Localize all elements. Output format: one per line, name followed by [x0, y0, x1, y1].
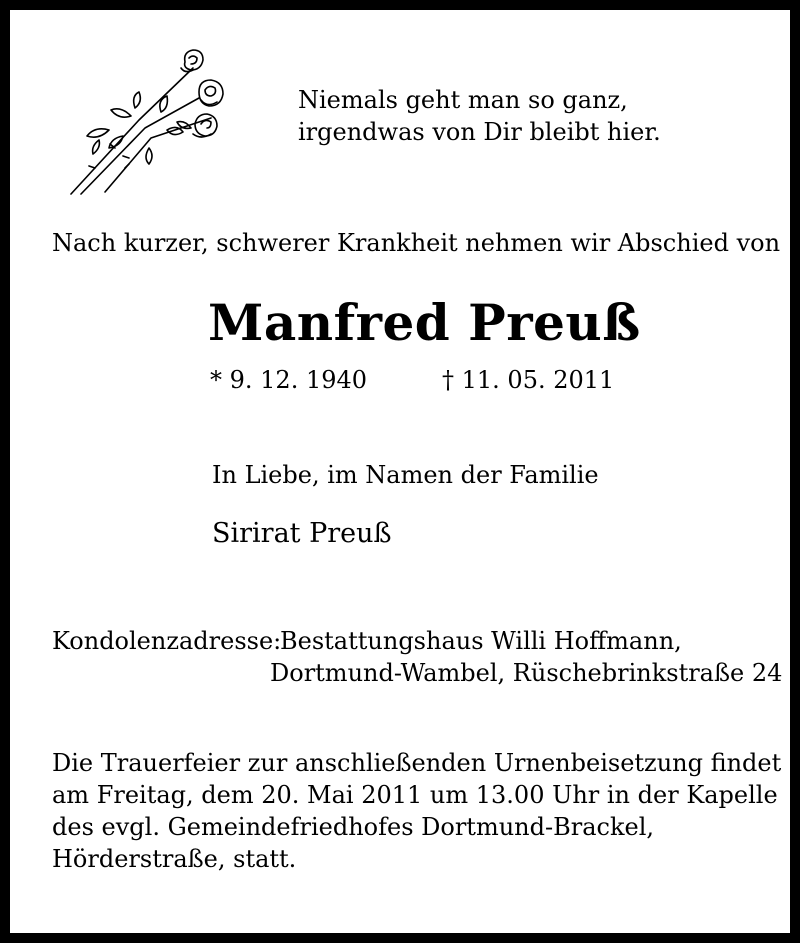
ceremony-line-3: des evgl. Gemeindefriedhofes Dortmund-Brackel, [52, 813, 655, 841]
roses-icon [65, 48, 235, 196]
family-line: In Liebe, im Namen der Familie [212, 461, 599, 489]
condolence-address-line-2: Dortmund-Wambel, Rüschebrinkstraße 24 [270, 659, 783, 687]
condolence-label: Kondolenzadresse: [52, 627, 282, 655]
motto-line-2: irgendwas von Dir bleibt hier. [298, 118, 661, 146]
condolence-address-line-1: Bestattungshaus Willi Hoffmann, [280, 627, 682, 655]
ceremony-line-2: am Freitag, dem 20. Mai 2011 um 13.00 Uhr in der Kapelle [52, 781, 778, 809]
ceremony-line-4: Hörderstraße, statt. [52, 845, 297, 873]
ceremony-line-1: Die Trauerfeier zur anschließenden Urnenbeisetzung findet [52, 749, 782, 777]
intro-text: Nach kurzer, schwerer Krankheit nehmen wir Abschied von [52, 229, 781, 257]
motto-line-1: Niemals geht man so ganz, [298, 86, 628, 114]
death-date: † 11. 05. 2011 [442, 366, 615, 394]
signer-name: Sirirat Preuß [212, 518, 392, 549]
deceased-name: Manfred Preuß [208, 293, 641, 352]
birth-date: * 9. 12. 1940 [210, 366, 368, 394]
